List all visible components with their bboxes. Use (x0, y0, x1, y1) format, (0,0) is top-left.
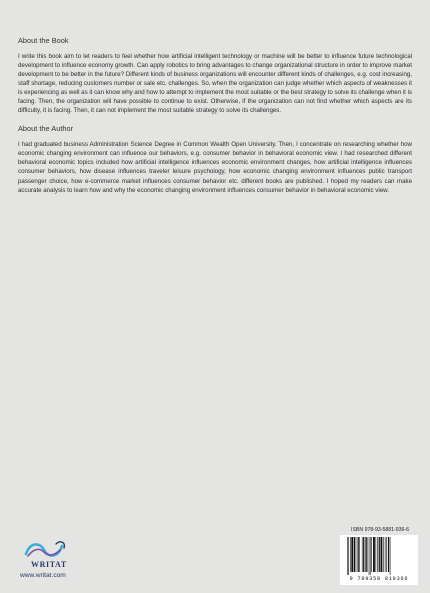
barcode-bar (351, 537, 353, 572)
barcode-bar (376, 537, 377, 572)
barcode-bar (371, 537, 372, 572)
barcode-bar (354, 537, 355, 572)
barcode-bar (388, 537, 389, 572)
barcode-bar (347, 537, 348, 575)
barcode-bar (348, 537, 349, 575)
about-book-text: I write this book aim to let readers to feel whether how artificial intelligent technology or machine will be better to influence future technological development to influence economy growth. Can apply robotics to bring advantages to change organizational structure in order to improve market development to be better in the future? Different kinds of business organizations will encounter different kinds of challenges, e.g. cost increasing, staff shortage, reducing customers number or sale etc. challenges. So, when the organization can judge whether which aspects of weaknesses it is experiencing as well as it can know why and how to attempt to implement the most suitable or the best strategy to solve its challenge when it is facing. Then, the organization will have possible to continue to exist. Otherwise, if the organization can not find whether which aspects are its difficulty, it is facing. Then, it can not implement the most suitable strategy to solve its challenges. (18, 53, 412, 115)
about-author-text: I had graduated business Administration Science Degree in Common Wealth Open University. Then, I concentrate on researching whether how economic changing environment can influence our behaviors, e.g. consumer behavior in behavioral economic view. I had researched different behavioral economic topics included how artificial intelligence influences economic environment changes, how artificial intelligence influences consumer behaviors, how disease influences traveler leisure psychology, how economic changing environment influences public transport passenger choice, how e-commerce market influences consumer behavior etc. different books are published. I hoped my readers can make accurate analysis to learn how and why the economic changing environment influences consumer behavior in behavioral economic view. (18, 141, 412, 194)
barcode-bar (350, 537, 351, 572)
about-book-heading: About the Book (18, 36, 69, 45)
publisher-name: WRITAT (31, 560, 67, 569)
barcode-bar (373, 537, 375, 572)
barcode-bar (380, 537, 382, 572)
isbn-barcode (340, 535, 418, 585)
barcode-bar (366, 537, 367, 572)
barcode-bars (346, 537, 412, 575)
publisher-url: www.writat.com (20, 572, 66, 579)
barcode-bar (363, 537, 364, 572)
barcode-bar (365, 537, 366, 572)
barcode-bar (379, 537, 380, 572)
barcode-bar (362, 537, 363, 572)
about-author-heading: About the Author (18, 124, 74, 134)
isbn-label: ISBN 978-93-5881-936-6 (351, 527, 409, 533)
barcode-bar (359, 537, 360, 572)
barcode-bar (370, 537, 371, 575)
barcode-bar (369, 537, 370, 575)
writat-swirl-logo-icon (20, 538, 68, 562)
barcode-bar (358, 537, 359, 572)
barcode-bar (390, 537, 391, 575)
cover-text-block (18, 36, 412, 195)
barcode-bar (383, 537, 384, 572)
barcode-bar (377, 537, 378, 572)
barcode-bar (386, 537, 387, 572)
barcode-bar (385, 537, 386, 572)
barcode-bar (356, 537, 357, 572)
barcode-digits: 9 789358 819366 (349, 576, 409, 582)
